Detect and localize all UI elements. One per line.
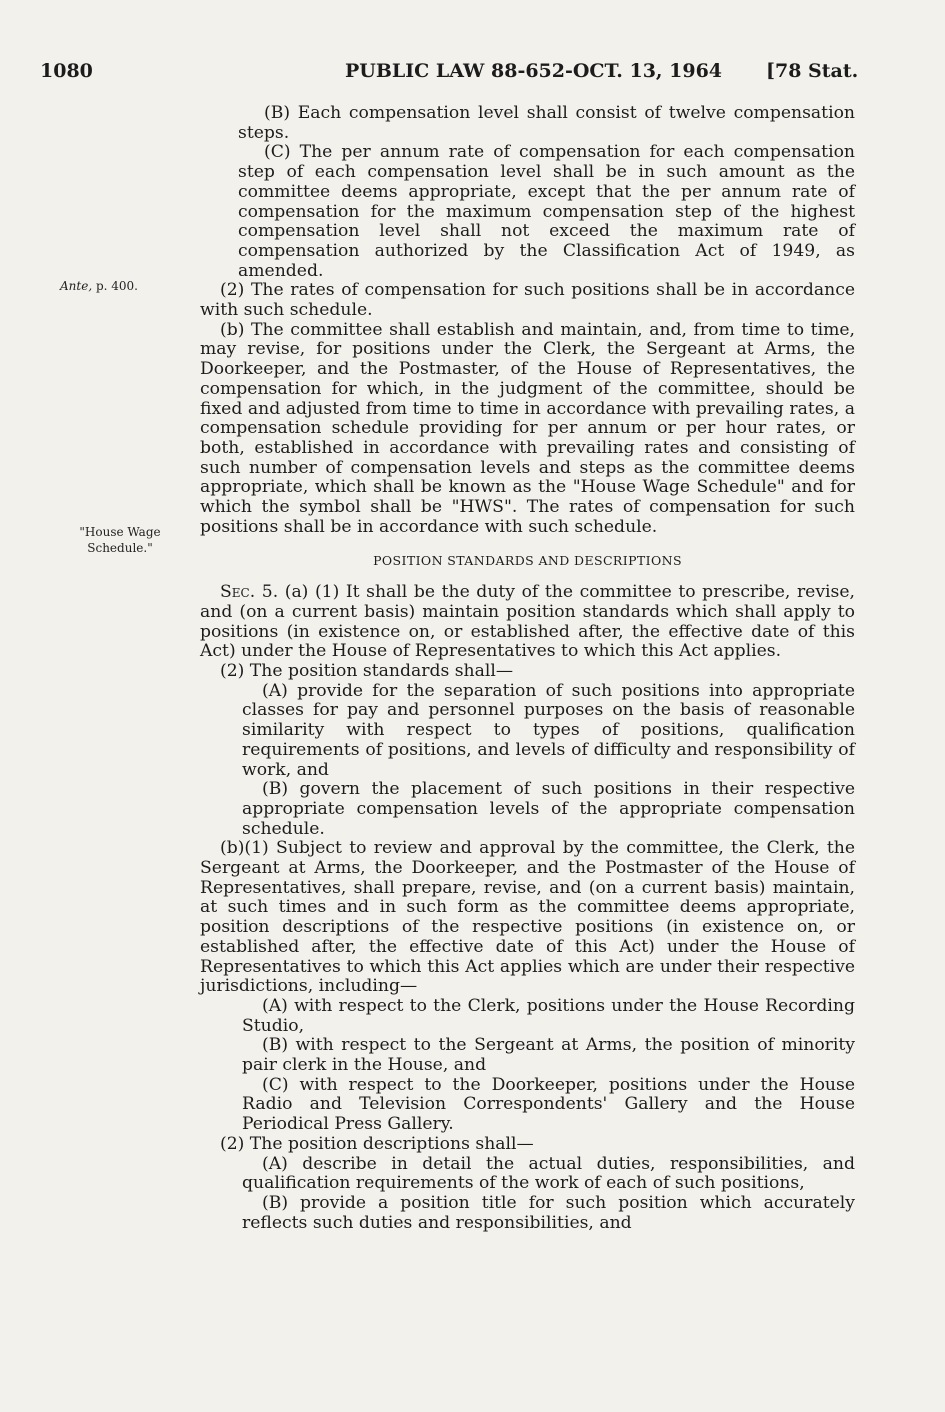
margin-note-ante-label: Ante, — [60, 279, 93, 293]
volume-reference: [78 Stat. — [766, 60, 859, 82]
paragraph-a-describe: (A) describe in detail the actual duties, responsibilities, and qualification requirements of the work of each of such positions, — [242, 1153, 855, 1194]
page-header — [0, 52, 945, 82]
section-heading: POSITION STANDARDS AND DESCRIPTIONS — [373, 553, 682, 569]
margin-note-hws-line1: "House Wage — [79, 525, 161, 539]
paragraph-c-per-annum-rate: (C) The per annum rate of compensation for each compensation step of each compensation level shall be in such amount as the committee deems appropriate, except that the per annum rate of compensation for the maximum compensation step of the highest compensation level shall not exceed the maximum rate of compensation authorized by the Classification Act of 1949, as amended. — [238, 142, 855, 281]
paragraph-b-house-wage-schedule: (b) The committee shall establish and maintain, and, from time to time, may revise, for positions under the Clerk, the Sergeant at Arms, the Doorkeeper, and the Postmaster, of the House of Representatives, the compensation for which, in the judgment of the committee, should be fixed and adjusted from time to time in accordance with prevailing rates, a compensation schedule providing for per annum or per hour rates, or both, established in accordance with prevailing rates and consisting of such number of compensation levels and steps as the committee deems appropriate, which shall be known as the "House Wage Schedule" and for which the symbol shall be "HWS". The rates of compensation for such positions shall be in accordance with such schedule. — [200, 319, 855, 537]
paragraph-b1-descriptions: (b)(1) Subject to review and approval by the committee, the Clerk, the Sergeant at Arms, the Doorkeeper, and the Postmaster of the House of Representatives, shall prepare, revise, and (on a current basis) maintain, at such times and in such form as the committee deems appropriate, position descriptions of the respective positions (in existence on, or established after, the effective date of this Act) under the House of Representatives to which this Act applies which are under their respective jurisdictions, including— — [200, 838, 855, 997]
paragraph-b-placement: (B) govern the placement of such positions in their respective appropriate compensation levels of the appropriate compensation schedule. — [242, 779, 855, 839]
paragraph-c-doorkeeper: (C) with respect to the Doorkeeper, positions under the House Radio and Television Correspondents' Gallery and the House Periodical Press Gallery. — [242, 1074, 855, 1135]
paragraph-a-clerk: (A) with respect to the Clerk, positions under the House Recording Studio, — [242, 995, 855, 1036]
paragraph-b-title: (B) provide a position title for such position which accurately reflects such duties and responsibilities, and — [242, 1192, 855, 1233]
margin-note-ante-page: p. 400. — [95, 279, 138, 293]
paragraph-2-descriptions: (2) The position descriptions shall— — [220, 1133, 534, 1154]
margin-note-hws-line2: Schedule." — [87, 541, 153, 555]
page-number: 1080 — [40, 60, 93, 82]
paragraph-b-sergeant: (B) with respect to the Sergeant at Arms, the position of minority pair clerk in the House, and — [242, 1035, 855, 1076]
paragraph-sec-5 — [200, 583, 855, 662]
margin-note-house-wage-schedule — [60, 524, 180, 556]
paragraph-a-separation: (A) provide for the separation of such positions into appropriate classes for pay and personnel purposes on the basis of reasonable similarity with respect to types of positions, qualification requirements of positions, and levels of difficulty and responsibility of work, and — [242, 680, 855, 780]
body-text — [200, 104, 855, 1233]
paragraph-sec-5-text: 5. (a) (1) It shall be the duty of the committee to prescribe, revise, and (on a current basis) maintain position standards which shall apply to positions (in existence on, or established after, the effective date of this Act) under the House of Representatives to which this Act applies. — [200, 582, 855, 662]
paragraph-b-compensation-steps: (B) Each compensation level shall consist of twelve compensation steps. — [238, 103, 855, 143]
running-title: PUBLIC LAW 88-652-OCT. 13, 1964 — [345, 60, 723, 82]
paragraph-2-rates: (2) The rates of compensation for such positions shall be in accordance with such schedule. — [200, 280, 855, 321]
section-label: Sec. — [220, 582, 256, 603]
paragraph-2-position-standards: (2) The position standards shall— — [220, 660, 514, 681]
margin-note-ante — [60, 278, 138, 294]
